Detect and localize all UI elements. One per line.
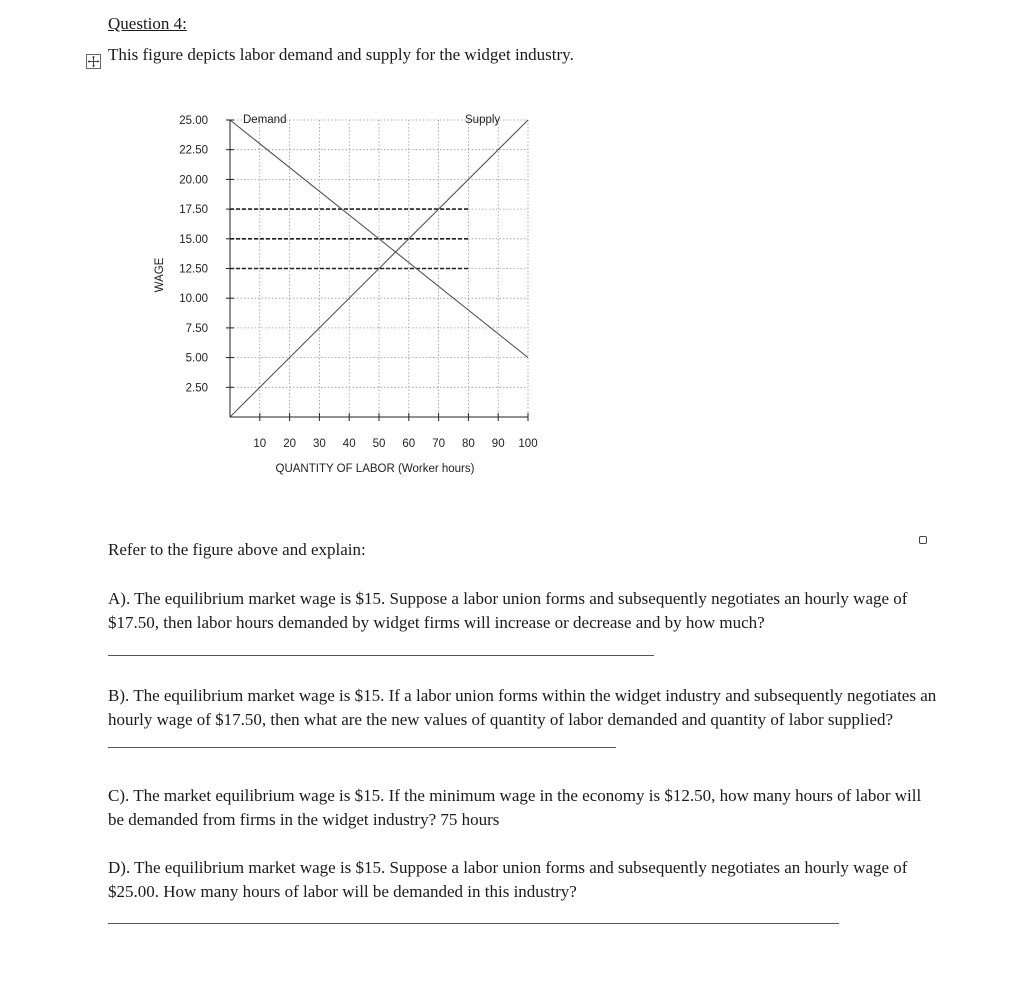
answer-line-b[interactable] (108, 746, 616, 748)
x-tick-label: 50 (372, 438, 386, 450)
x-tick-label: 80 (462, 438, 475, 450)
y-tick-label: 22.50 (179, 144, 208, 157)
y-tick-label: 10.00 (179, 293, 208, 306)
question-title: Question 4: (108, 14, 187, 33)
part-b-text (108, 684, 938, 755)
x-tick-label: 90 (491, 438, 505, 450)
y-tick-label: 12.50 (179, 263, 208, 276)
question-intro: This figure depicts labor demand and supply for the widget industry. (108, 45, 574, 64)
answer-line-d[interactable] (108, 923, 839, 924)
part-c-text: C). The market equilibrium wage is $15. If the minimum wage in the economy is $12.50, how many hours of labor will be demanded from firms in the widget industry? 75 hours (108, 786, 922, 829)
x-tick-labels (253, 438, 537, 450)
y-tick-labels (179, 115, 208, 394)
x-tick-label: 40 (342, 438, 356, 450)
y-tick-label: 20.00 (179, 174, 208, 187)
x-tick-label: 70 (432, 438, 445, 450)
legend-label-demand: Demand (243, 114, 287, 126)
y-tick-label: 5.00 (185, 352, 208, 365)
x-tick-label: 10 (253, 438, 267, 450)
labor-market-chart (145, 105, 545, 480)
y-axis-label: WAGE (154, 257, 166, 293)
y-tick-label: 7.50 (185, 322, 208, 335)
move-handle-icon[interactable] (86, 54, 101, 69)
x-axis-label: QUANTITY OF LABOR (Worker hours) (275, 463, 475, 475)
prompt-text: Refer to the figure above and explain: (108, 540, 366, 559)
x-tick-label: 60 (402, 438, 416, 450)
x-tick-label: 100 (518, 438, 538, 450)
x-tick-label: 30 (313, 438, 326, 450)
y-tick-label: 2.50 (185, 382, 208, 395)
y-tick-label: 25.00 (179, 115, 208, 127)
x-tick-label: 20 (283, 438, 296, 450)
part-b-body: B). The equilibrium market wage is $15. If a labor union forms within the widget industry and subsequently negotiates an hourly wage of $17.50, then what are the new values of quantity of labor demanded and quantity of labor supplied? (108, 686, 937, 729)
legend-label-supply: Supply (465, 114, 501, 126)
part-a-text: A). The equilibrium market wage is $15. Suppose a labor union forms and subsequently negotiates an hourly wage of $17.50, then labor hours demanded by widget firms will increase or decrease and by how much? (108, 589, 908, 632)
y-tick-label: 17.50 (179, 204, 208, 217)
answer-line-a[interactable] (108, 655, 654, 656)
y-tick-label: 15.00 (179, 233, 208, 246)
part-d-text: D). The equilibrium market wage is $15. Suppose a labor union forms and subsequently negotiates an hourly wage of $25.00. How many hours of labor will be demanded in this industry? (108, 858, 908, 901)
